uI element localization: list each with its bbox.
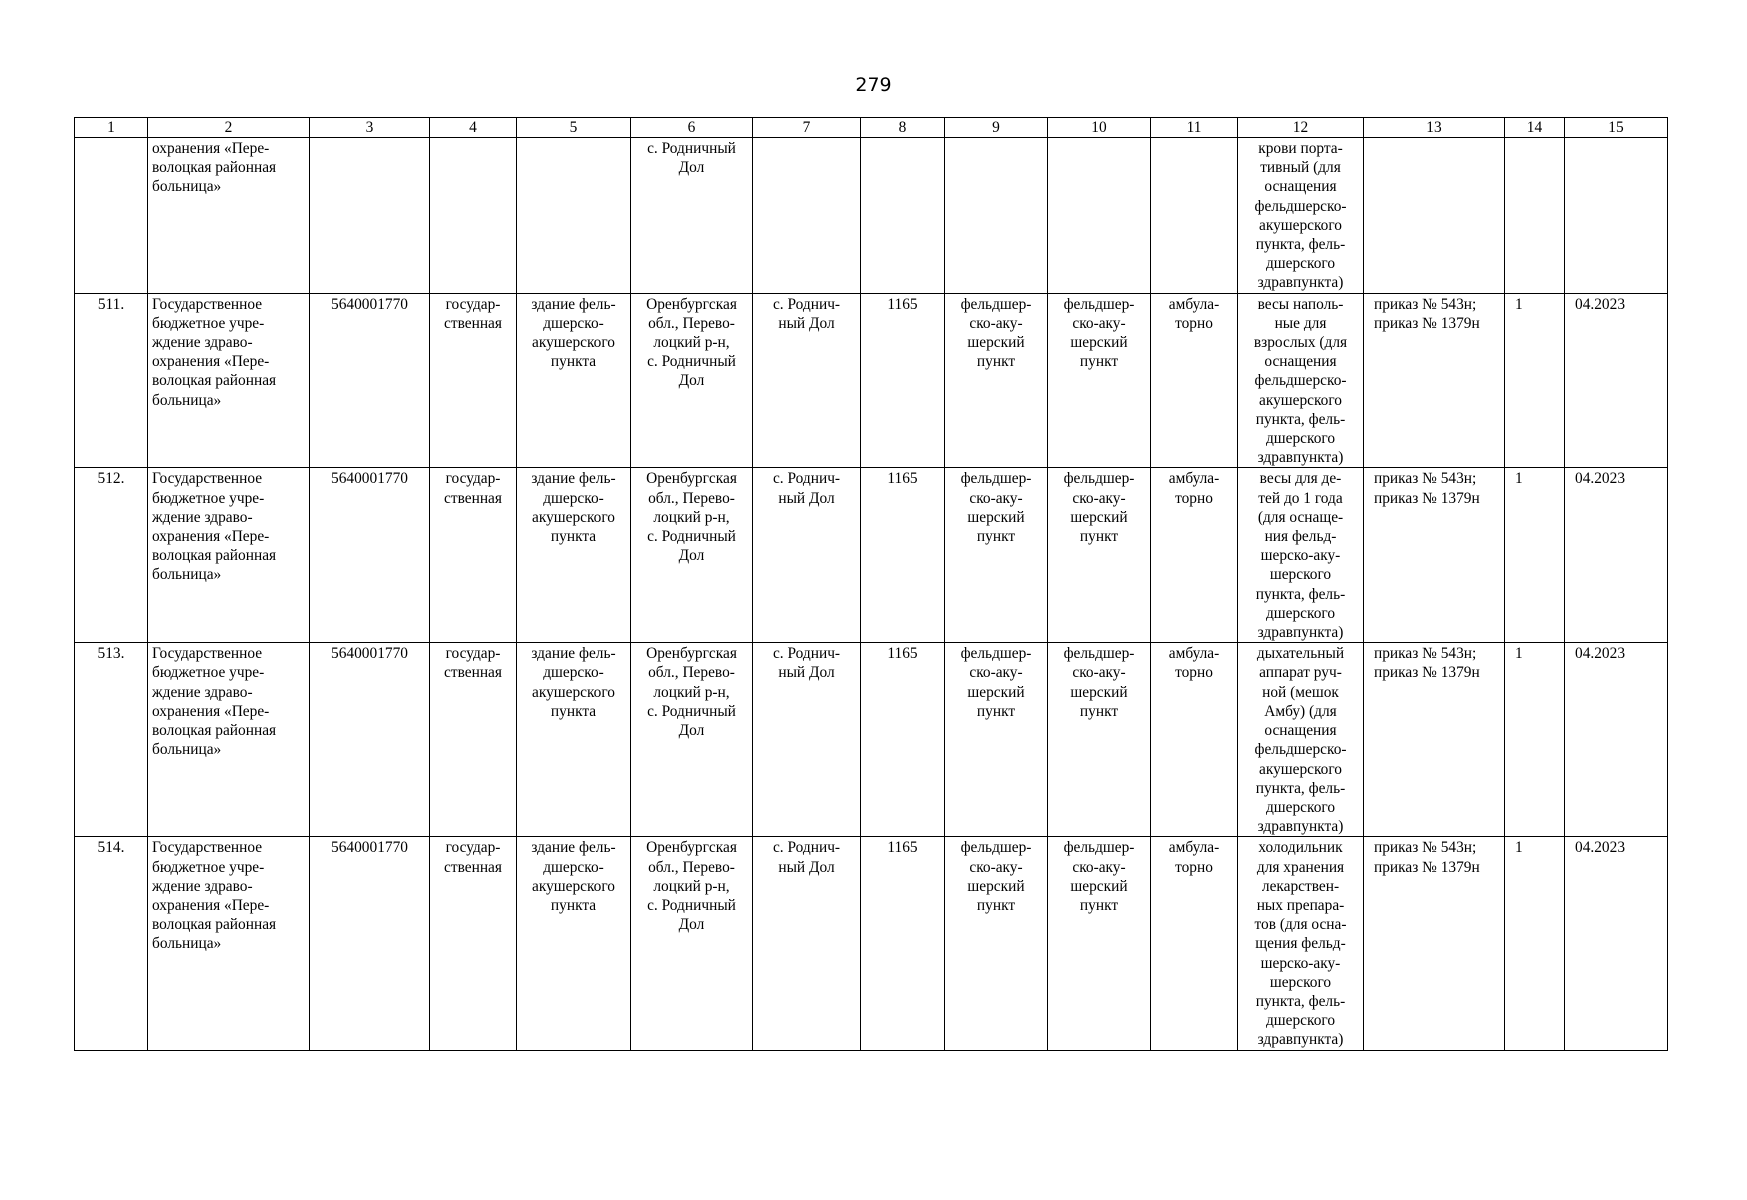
quantity-cell: 1 (1505, 837, 1565, 1050)
ownership-cell: государ- ственная (430, 468, 517, 643)
facility-type-cell (945, 138, 1048, 294)
facility-type-cell: фельдшер- ско-аку- шерский пункт (945, 643, 1048, 837)
facility-type-cell: фельдшер- ско-аку- шерский пункт (945, 293, 1048, 468)
order-cell: приказ № 543н; приказ № 1379н (1364, 837, 1505, 1050)
building-cell: здание фель- дшерско- акушерского пункта (517, 643, 631, 837)
care-mode-cell (1151, 138, 1238, 294)
date-cell: 04.2023 (1565, 837, 1668, 1050)
inn-cell: 5640001770 (310, 468, 430, 643)
care-mode-cell: амбула- торно (1151, 293, 1238, 468)
column-number: 14 (1505, 118, 1565, 138)
settlement-cell: с. Роднич- ный Дол (753, 643, 861, 837)
column-number: 1 (75, 118, 148, 138)
column-number: 3 (310, 118, 430, 138)
facility-kind-cell: фельдшер- ско-аку- шерский пункт (1048, 293, 1151, 468)
column-number: 9 (945, 118, 1048, 138)
ownership-cell: государ- ственная (430, 837, 517, 1050)
row-number-cell: 511. (75, 293, 148, 468)
column-number: 5 (517, 118, 631, 138)
row-number-cell: 513. (75, 643, 148, 837)
facility-kind-cell: фельдшер- ско-аку- шерский пункт (1048, 468, 1151, 643)
building-cell (517, 138, 631, 294)
quantity-cell: 1 (1505, 468, 1565, 643)
equipment-cell: весы наполь- ные для взрослых (для оснащения фельдшерско- акушерского пункта, фель- дшерского здравпункта) (1238, 293, 1364, 468)
care-mode-cell: амбула- торно (1151, 643, 1238, 837)
table-row (75, 643, 1668, 837)
date-cell: 04.2023 (1565, 643, 1668, 837)
column-number: 4 (430, 118, 517, 138)
column-number: 13 (1364, 118, 1505, 138)
date-cell: 04.2023 (1565, 468, 1668, 643)
table-row (75, 293, 1668, 468)
quantity-cell: 1 (1505, 643, 1565, 837)
address-cell: Оренбургская обл., Перево- лоцкий р-н, с. Родничный Дол (631, 293, 753, 468)
facility-kind-cell: фельдшер- ско-аку- шерский пункт (1048, 643, 1151, 837)
building-cell: здание фель- дшерско- акушерского пункта (517, 468, 631, 643)
building-cell: здание фель- дшерско- акушерского пункта (517, 293, 631, 468)
order-cell: приказ № 543н; приказ № 1379н (1364, 293, 1505, 468)
population-cell: 1165 (861, 643, 945, 837)
facility-type-cell: фельдшер- ско-аку- шерский пункт (945, 837, 1048, 1050)
address-cell: Оренбургская обл., Перево- лоцкий р-н, с. Родничный Дол (631, 837, 753, 1050)
date-cell: 04.2023 (1565, 293, 1668, 468)
order-cell (1364, 138, 1505, 294)
column-number: 15 (1565, 118, 1668, 138)
quantity-cell: 1 (1505, 293, 1565, 468)
facility-kind-cell: фельдшер- ско-аку- шерский пункт (1048, 837, 1151, 1050)
settlement-cell: с. Роднич- ный Дол (753, 293, 861, 468)
organization-cell: охранения «Пере- волоцкая районная больница» (148, 138, 310, 294)
organization-cell: Государственное бюджетное учре- ждение здраво- охранения «Пере- волоцкая районная больница» (148, 293, 310, 468)
equipment-cell: дыхательный аппарат руч- ной (мешок Амбу) (для оснащения фельдшерско- акушерского пункта, фель- дшерского здравпункта) (1238, 643, 1364, 837)
building-cell: здание фель- дшерско- акушерского пункта (517, 837, 631, 1050)
equipment-cell: холодильник для хранения лекарствен- ных препара- тов (для осна- щения фельд- шерско-аку- шерского пункта, фель- дшерского здравпункта) (1238, 837, 1364, 1050)
order-cell: приказ № 543н; приказ № 1379н (1364, 643, 1505, 837)
address-cell: с. Родничный Дол (631, 138, 753, 294)
column-number: 7 (753, 118, 861, 138)
address-cell: Оренбургская обл., Перево- лоцкий р-н, с. Родничный Дол (631, 643, 753, 837)
care-mode-cell: амбула- торно (1151, 837, 1238, 1050)
row-number-cell: 512. (75, 468, 148, 643)
table-row (75, 138, 1668, 294)
facility-type-cell: фельдшер- ско-аку- шерский пункт (945, 468, 1048, 643)
inn-cell (310, 138, 430, 294)
column-number-row (75, 118, 1668, 138)
inn-cell: 5640001770 (310, 293, 430, 468)
column-number: 10 (1048, 118, 1151, 138)
page-number: 279 (855, 74, 892, 96)
column-number: 2 (148, 118, 310, 138)
organization-cell: Государственное бюджетное учре- ждение здраво- охранения «Пере- волоцкая районная больница» (148, 468, 310, 643)
settlement-cell (753, 138, 861, 294)
settlement-cell: с. Роднич- ный Дол (753, 837, 861, 1050)
equipment-cell: весы для де- тей до 1 года (для оснаще- ния фельд- шерско-аку- шерского пункта, фель- дшерского здравпункта) (1238, 468, 1364, 643)
ownership-cell (430, 138, 517, 294)
settlement-cell: с. Роднич- ный Дол (753, 468, 861, 643)
column-number: 12 (1238, 118, 1364, 138)
quantity-cell (1505, 138, 1565, 294)
registry-table (74, 117, 1668, 1051)
column-number: 11 (1151, 118, 1238, 138)
population-cell: 1165 (861, 468, 945, 643)
equipment-cell: крови порта- тивный (для оснащения фельдшерско- акушерского пункта, фель- дшерского здравпункта) (1238, 138, 1364, 294)
date-cell (1565, 138, 1668, 294)
population-cell: 1165 (861, 293, 945, 468)
facility-kind-cell (1048, 138, 1151, 294)
column-number: 8 (861, 118, 945, 138)
order-cell: приказ № 543н; приказ № 1379н (1364, 468, 1505, 643)
organization-cell: Государственное бюджетное учре- ждение здраво- охранения «Пере- волоцкая районная больница» (148, 837, 310, 1050)
row-number-cell: 514. (75, 837, 148, 1050)
ownership-cell: государ- ственная (430, 293, 517, 468)
care-mode-cell: амбула- торно (1151, 468, 1238, 643)
address-cell: Оренбургская обл., Перево- лоцкий р-н, с. Родничный Дол (631, 468, 753, 643)
table-row (75, 837, 1668, 1050)
population-cell (861, 138, 945, 294)
row-number-cell (75, 138, 148, 294)
inn-cell: 5640001770 (310, 643, 430, 837)
table-row (75, 468, 1668, 643)
column-number: 6 (631, 118, 753, 138)
inn-cell: 5640001770 (310, 837, 430, 1050)
ownership-cell: государ- ственная (430, 643, 517, 837)
population-cell: 1165 (861, 837, 945, 1050)
organization-cell: Государственное бюджетное учре- ждение здраво- охранения «Пере- волоцкая районная больница» (148, 643, 310, 837)
